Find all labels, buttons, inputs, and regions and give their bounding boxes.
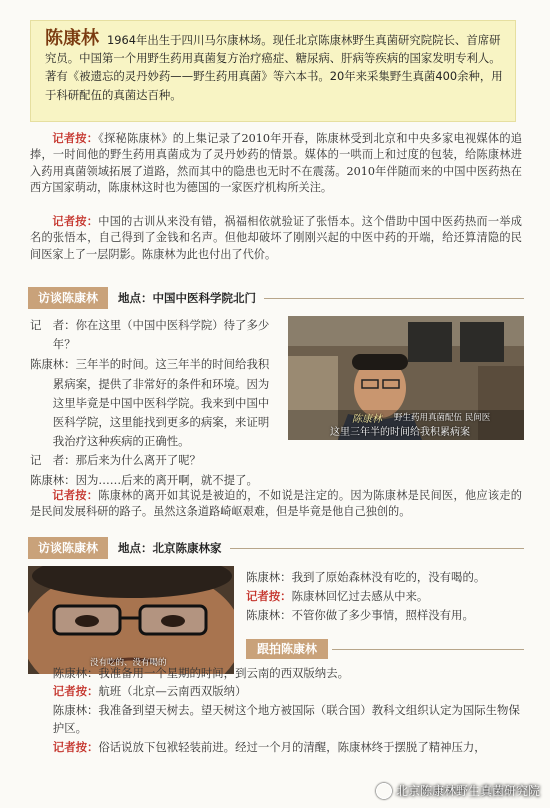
bio-box (30, 20, 516, 122)
speaker: 记者按： (246, 589, 292, 604)
speaker: 陈康林： (52, 666, 99, 680)
dialogue-line (30, 701, 524, 738)
dialogue-text: 那后来为什么离开了呢？ (75, 453, 201, 468)
section-tag: 访谈陈康林 (28, 287, 108, 309)
interview-1-dialogue (30, 316, 280, 490)
dialogue-text: 不管你做了多少事情，照样没有用。 (291, 608, 474, 623)
follow-dialogue (30, 664, 524, 756)
section-header-interview-2 (28, 537, 524, 559)
speaker: 陈康林： (246, 570, 292, 584)
dialogue-line (30, 682, 524, 700)
dialogue-text: 三年半的时间。这三年半的时间给我积累病案，提供了非常好的条件和环境。因为这里毕竟是中国中医科学院。我来到中国中医科学院，这里能找到更多的病案，来证明我治疗这种疾病的正确性。 (52, 357, 270, 449)
dialogue-line (30, 316, 280, 354)
speaker: 记 者： (30, 318, 76, 332)
watermark (376, 782, 540, 799)
dialogue-text: 俗话说放下包袱轻装前进。经过一个月的清醒，陈康林终于摆脱了精神压力， (98, 739, 486, 754)
divider (230, 548, 524, 549)
speaker: 记 者： (30, 453, 76, 468)
section-header-interview-1 (28, 287, 524, 309)
dialogue-text: 我到了原始森林没有吃的，没有喝的。 (291, 570, 486, 584)
speaker: 陈康林： (30, 472, 76, 487)
dialogue-line (246, 568, 526, 587)
photo-interview-hospital (288, 316, 524, 440)
dialogue-line (30, 738, 524, 756)
interview-2-dialogue (246, 568, 526, 626)
photo-interview-home (28, 566, 234, 674)
note-text: 陈康林的离开如其说是被迫的，不如说是注定的。因为陈康林是民间医，他应该走的是民间发展科研的路子。虽然这条道路崎岖艰难，但是毕竟是他自己独创的。 (30, 489, 522, 519)
reporter-note-2 (30, 213, 522, 263)
wechat-icon (376, 783, 392, 799)
caption-title: 野生药用真菌配伍 民间医 (394, 413, 491, 423)
section-tag-follow: 跟拍陈康林 (246, 639, 328, 659)
dialogue-text: 陈康林回忆过去感从中来。 (291, 589, 429, 604)
section-location: 地点：中国中医科学院北门 (118, 291, 257, 305)
divider (332, 649, 524, 650)
note-label: 记者按： (52, 214, 99, 228)
dialogue-line (30, 451, 280, 470)
bio-name: 陈康林 (45, 28, 99, 49)
caption-line: 这里三年半的时间给我积累病案 (330, 427, 470, 438)
section-tag: 访谈陈康林 (28, 537, 108, 559)
speaker: 陈康林： (246, 608, 292, 623)
dialogue-line (30, 355, 280, 451)
speaker: 记者按： (52, 739, 99, 754)
dialogue-line (30, 664, 524, 682)
bio-text: 1964年出生于四川马尔康林场。现任北京陈康林野生真菌研究院院长、首席研究员。中国第一个用野生药用真菌复方治疗癌症、糖尿病、肝病等疾病的国家发明专利人。著有《被遗忘的灵丹妙药——野生药用真菌》等六本书。20年来采集野生真菌400余种，用于科研配伍的真菌达百种。 (45, 33, 503, 102)
speaker: 陈康林： (30, 357, 76, 372)
speaker: 记者按： (52, 684, 99, 699)
watermark-text: 北京陈康林野生真菌研究院 (395, 784, 540, 798)
dialogue-text: 你在这里（中国中医科学院）待了多少年？ (52, 318, 270, 352)
speaker: 陈康林： (52, 702, 99, 717)
caption-name: 陈康林 (352, 414, 382, 425)
dialogue-text: 我准备到望天树去。望天树这个地方被国际（联合国）教科文组织认定为国际生物保护区。 (52, 702, 520, 736)
dialogue-text: 航班（北京—云南西双版纳） (98, 684, 247, 699)
note-label: 记者按： (52, 131, 99, 145)
dialogue-text: 因为……后来的离开啊，就不提了。 (75, 472, 258, 487)
note-text: 中国的古训从来没有错，祸福相依就验证了张悟本。这个借助中国中医药热而一举成名的张悟本，自己得到了金钱和名声。但他却破坏了刚刚兴起的中医中药的开端，给还算清隐的民间医家上了一层阴影。陈康林为此也付出了代价。 (30, 215, 522, 261)
dialogue-line (246, 587, 526, 606)
dialogue-line (246, 606, 526, 625)
dialogue-text: 我准备用一个星期的时间，到云南的西双版纳去。 (98, 666, 349, 680)
divider (264, 298, 524, 299)
note-label: 记者按： (52, 488, 99, 502)
reporter-note-1 (30, 130, 522, 197)
note-text: 《探秘陈康林》的上集记录了2010年开春，陈康林受到北京和中央多家电视媒体的追捧，一时间他的野生药用真菌成为了灵丹妙药的情景。媒体的一哄而上和过度的包装，给陈康林进入药用真菌领域拓展了道路，然而其中的隐患也无时不在震荡。2010年伴随而来的中国中医药热在西方国家萌动，陈康林这时也为德国的一家医疗机构所关注。 (30, 132, 522, 195)
section-location: 地点：北京陈康林家 (118, 541, 222, 555)
reporter-note-3 (30, 487, 522, 521)
caption-line: 没有吃的、没有喝的 (90, 658, 167, 668)
